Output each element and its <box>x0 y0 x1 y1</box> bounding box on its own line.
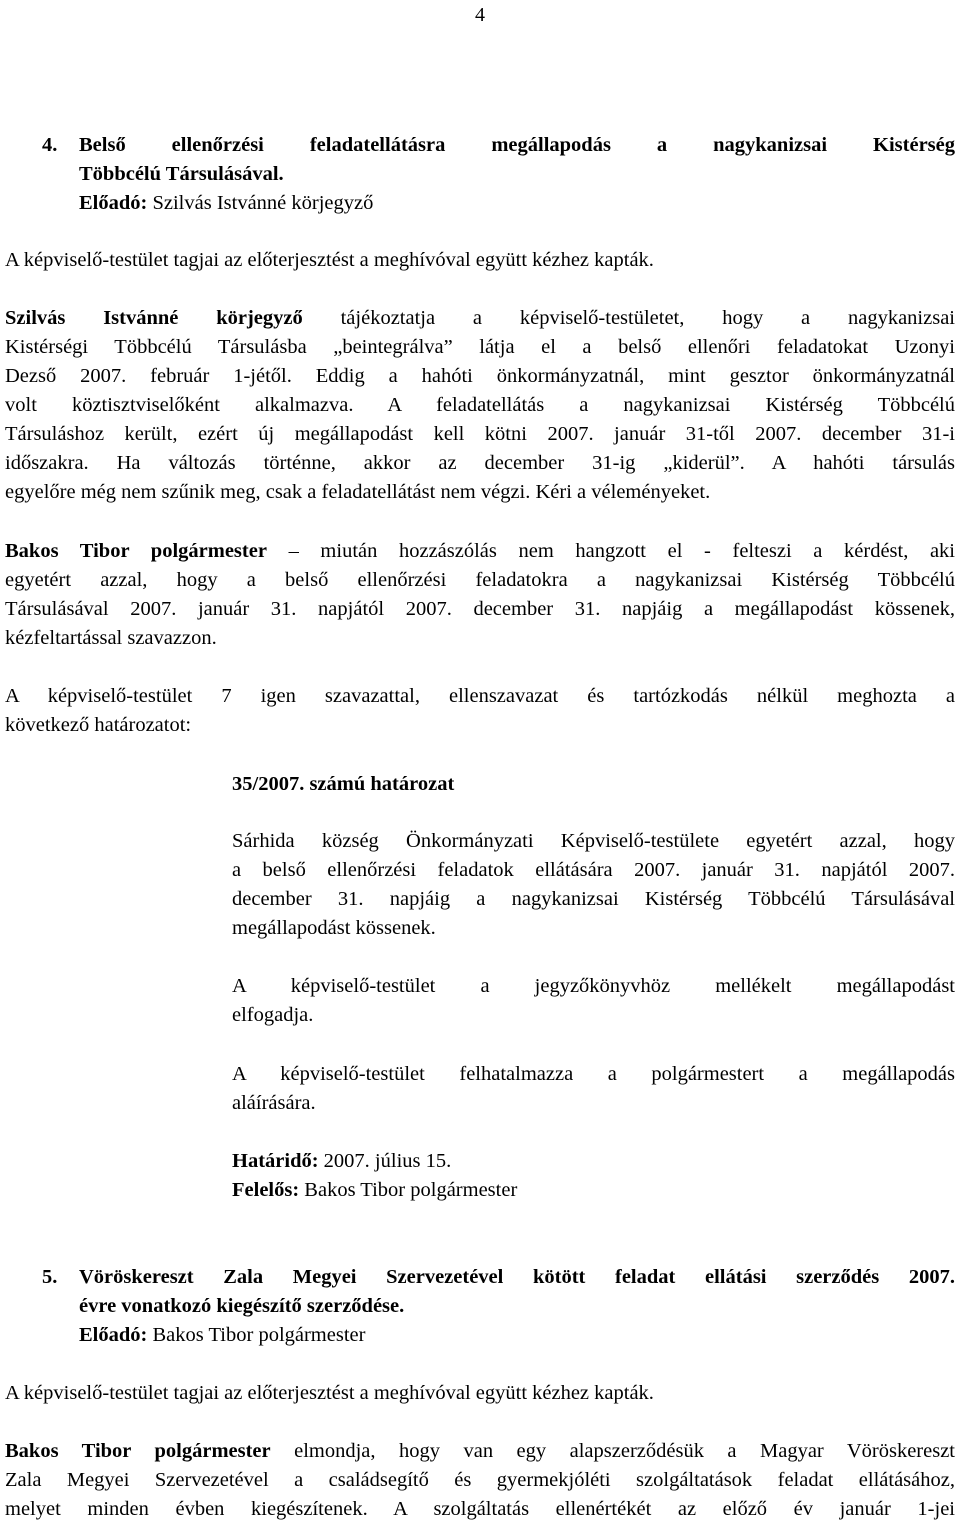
agenda-item-title-line: Vöröskereszt Zala Megyei Szervezetével kötött feladat ellátási szerződés 2007. <box>79 1266 955 1288</box>
text-line: Kistérségi Többcélú Társulásba „beintegrálva” látja el a belső ellenőri feladatokat Uzonyi <box>5 336 955 358</box>
text-line: volt köztisztviselőként alkalmazva. A feladatellátás a nagykanizsai Kistérség Többcélú <box>5 394 955 416</box>
resolution-text-2 <box>232 972 955 1030</box>
text-line: egyetért azzal, hogy a belső ellenőrzési feladatokra a nagykanizsai Kistérség Többcélú <box>5 569 955 591</box>
page-number: 4 <box>475 4 485 26</box>
text-line: Szilvás Istvánné körjegyző tájékoztatja a képviselő-testületet, hogy a nagykanizsai <box>5 307 956 329</box>
agenda-item-title-line: Többcélú Társulásával. <box>79 163 284 185</box>
text-line: időszakra. Ha változás történne, akkor az december 31-ig „kiderül”. A hahóti társulás <box>5 452 955 474</box>
text-line: következő határozatot: <box>5 714 192 736</box>
text-line: melyet minden évben kiegészítenek. A szolgáltatás ellenértékét az előző év január 1-jei <box>5 1498 955 1520</box>
responsible-value: Bakos Tibor polgármester <box>304 1179 518 1201</box>
resolution-number: 35/2007. <box>232 773 305 795</box>
agenda-item-title-line: évre vonatkozó kiegészítő szerződése. <box>79 1295 405 1317</box>
agenda-item-5-heading <box>42 1263 955 1350</box>
resolution-title: 35/2007. számú határozat <box>232 773 455 795</box>
text-line: aláírására. <box>232 1092 316 1114</box>
text-line: megállapodást kössenek. <box>232 917 436 939</box>
text-line: A képviselő-testület a jegyzőkönyvhöz mellékelt megállapodást <box>232 975 955 997</box>
text-line: Zala Megyei Szervezetével a családsegítő és gyermekjóléti szolgáltatások feladat ellátásához, <box>5 1469 955 1491</box>
presenter-name: Szilvás Istvánné körjegyző <box>152 192 374 214</box>
speaker-name: Bakos Tibor polgármester <box>5 540 267 562</box>
text-line: Sárhida község Önkormányzati Képviselő-testülete egyetért azzal, hogy <box>232 830 955 852</box>
text-line: kézfeltartással szavazzon. <box>5 627 217 649</box>
text-line: Bakos Tibor polgármester elmondja, hogy van egy alapszerződésük a Magyar Vöröskereszt <box>5 1440 956 1462</box>
text-line: Társuláshoz került, ezért új megállapodást kell kötni 2007. január 31-től 2007. december 31-i <box>5 423 955 445</box>
paragraph-received: A képviselő-testület tagjai az előterjesztést a meghívóval együtt kézhez kapták. <box>5 249 654 271</box>
deadline-label: Határidő: <box>232 1150 319 1172</box>
deadline-line <box>232 1147 955 1176</box>
text-line: A képviselő-testület felhatalmazza a polgármestert a megállapodás <box>232 1063 955 1085</box>
agenda-item-4-heading <box>42 131 955 218</box>
paragraph-mayor-vote-call <box>5 537 955 653</box>
text-line: december 31. napjáig a nagykanizsai Kistérség Többcélú Társulásával <box>232 888 955 910</box>
resolution-meta <box>232 1147 955 1205</box>
responsible-line <box>232 1176 955 1205</box>
presenter-label: Előadó: <box>79 192 148 214</box>
text-line: Bakos Tibor polgármester – miután hozzászólás nem hangzott el - felteszi a kérdést, aki <box>5 540 956 562</box>
agenda-item-number: 4. <box>42 134 58 156</box>
presenter-line <box>42 1321 955 1350</box>
agenda-item-number: 5. <box>42 1266 58 1288</box>
paragraph-notary-report <box>5 304 955 507</box>
presenter-line <box>42 189 955 218</box>
text-line: Dezső 2007. február 1-jétől. Eddig a hahóti önkormányzatnál, mint gesztor önkormányzatnál <box>5 365 955 387</box>
text-line: A képviselő-testület 7 igen szavazattal, ellenszavazat és tartózkodás nélkül meghozta a <box>5 685 955 707</box>
presenter-label: Előadó: <box>79 1324 148 1346</box>
presenter-name: Bakos Tibor polgármester <box>152 1324 366 1346</box>
resolution-text-1 <box>232 827 955 943</box>
paragraph-mayor-statement <box>5 1437 955 1524</box>
text-line: a belső ellenőrzési feladatok ellátására 2007. január 31. napjától 2007. <box>232 859 955 881</box>
agenda-item-title-line: Belső ellenőrzési feladatellátásra megállapodás a nagykanizsai Kistérség <box>79 134 955 156</box>
paragraph-vote-result <box>5 682 955 740</box>
text-line: elfogadja. <box>232 1004 314 1026</box>
responsible-label: Felelős: <box>232 1179 300 1201</box>
speaker-name: Bakos Tibor polgármester <box>5 1440 271 1462</box>
text-line: Társulásával 2007. január 31. napjától 2007. december 31. napjáig a megállapodást kössenek, <box>5 598 955 620</box>
resolution-text-3 <box>232 1060 955 1118</box>
deadline-value: 2007. július 15. <box>323 1150 452 1172</box>
speaker-name: Szilvás Istvánné körjegyző <box>5 307 303 329</box>
paragraph-received-2: A képviselő-testület tagjai az előterjesztést a meghívóval együtt kézhez kapták. <box>5 1382 654 1404</box>
text-line: egyelőre még nem szűnik meg, csak a feladatellátást nem végzi. Kéri a véleményeket. <box>5 481 711 503</box>
